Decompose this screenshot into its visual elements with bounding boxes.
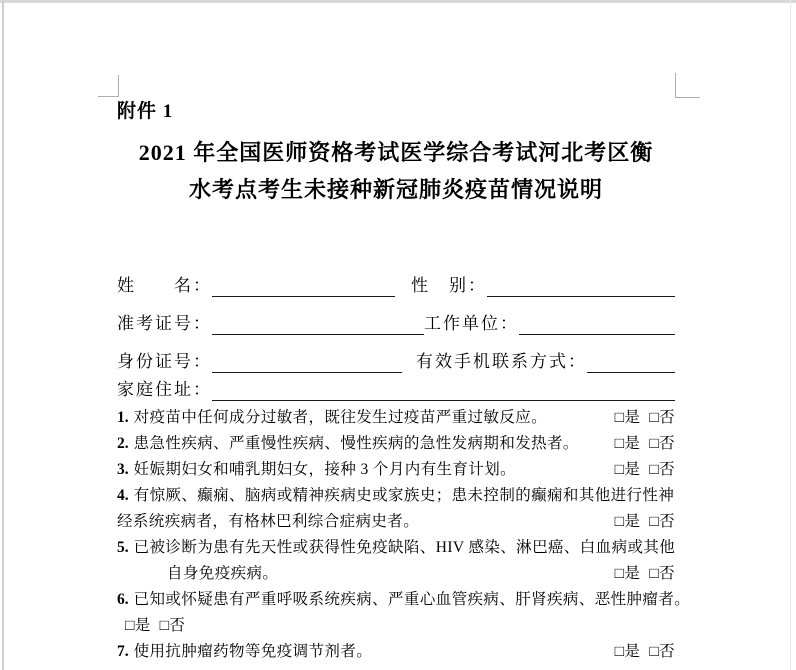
checklist-line	[117, 483, 675, 509]
checklist	[117, 405, 691, 665]
field-label: 性 别：	[411, 276, 487, 295]
yes-no-checkboxes	[615, 639, 675, 665]
page-right-edge	[790, 0, 791, 670]
field-label: 身份证号：	[117, 352, 212, 371]
item-number: 3.	[117, 461, 129, 478]
form-section	[117, 259, 675, 401]
item-number: 2.	[117, 435, 129, 452]
checkbox-no[interactable]: □否	[159, 617, 186, 634]
checklist-line	[117, 587, 691, 613]
item-number: 6.	[117, 591, 129, 608]
checkbox-yes[interactable]: □是	[614, 565, 641, 582]
page-content	[117, 99, 691, 665]
checkbox-yes[interactable]: □是	[614, 435, 641, 452]
page-left-edge	[2, 0, 4, 670]
form-row	[117, 259, 675, 297]
checklist-line	[117, 457, 675, 483]
checklist-text: 7. 使用抗肿瘤药物等免疫调节剂者。	[117, 643, 373, 660]
fill-in-line[interactable]	[487, 258, 675, 297]
form-row	[117, 335, 675, 373]
checklist-text: 经系统疾病者，有格林巴利综合症病史者。	[117, 513, 420, 530]
checklist-line	[117, 613, 675, 639]
yes-no-checkboxes	[615, 509, 675, 535]
checklist-line	[117, 431, 675, 457]
checklist-text: 4. 有惊厥、癫痫、脑病或精神疾病史或家族史；患未控制的癫痫和其他进行性神	[117, 487, 675, 504]
fill-in-line[interactable]	[519, 296, 675, 335]
checklist-text: 3. 妊娠期妇女和哺乳期妇女，接种 3 个月内有生育计划。	[117, 461, 517, 478]
field-label: 姓 名：	[117, 276, 212, 295]
page-top-edge	[0, 0, 796, 3]
checkbox-yes[interactable]: □是	[614, 643, 641, 660]
checklist-line	[117, 405, 675, 431]
checklist-text: 6. 已知或怀疑患有严重呼吸系统疾病、严重心血管疾病、肝肾疾病、恶性肿瘤者。	[117, 591, 691, 608]
checkbox-yes[interactable]: □是	[614, 409, 641, 426]
checklist-text: 2. 患急性疾病、严重慢性疾病、慢性疾病的急性发病期和发热者。	[117, 435, 579, 452]
checkbox-no[interactable]: □否	[649, 435, 675, 452]
checkbox-no[interactable]: □否	[649, 513, 675, 530]
item-number: 4.	[117, 487, 129, 504]
checklist-line	[117, 561, 675, 587]
text-boundary-mark-top-left	[98, 75, 119, 97]
checklist-text: 自身免疫疾病。	[167, 565, 279, 582]
fill-in-line[interactable]	[212, 372, 675, 401]
checklist-line	[117, 509, 675, 535]
attachment-label: 附件 1	[117, 101, 174, 122]
checkbox-no[interactable]: □否	[649, 643, 675, 660]
title-line-1: 2021 年全国医师资格考试医学综合考试河北考区衡	[138, 140, 654, 165]
checklist-text: 5. 已被诊断为患有先天性或获得性免疫缺陷、HIV 感染、淋巴癌、白血病或其他	[117, 539, 676, 556]
item-number: 1.	[117, 409, 129, 426]
checklist-text: 1. 对疫苗中任何成分过敏者，既往发生过疫苗严重过敏反应。	[117, 409, 548, 426]
form-row	[117, 373, 675, 401]
checkbox-yes[interactable]: □是	[125, 617, 151, 634]
field-label: 准考证号：	[117, 314, 212, 333]
yes-no-checkboxes	[615, 561, 675, 587]
checkbox-yes[interactable]: □是	[614, 461, 641, 478]
yes-no-checkboxes	[615, 457, 675, 483]
title-line-2: 水考点考生未接种新冠肺炎疫苗情况说明	[188, 177, 603, 202]
yes-no-checkboxes	[125, 613, 185, 639]
fill-in-line[interactable]	[587, 334, 675, 373]
checkbox-no[interactable]: □否	[649, 461, 675, 478]
text-boundary-mark-top-right	[675, 73, 700, 98]
checkbox-no[interactable]: □否	[649, 409, 675, 426]
field-label: 家庭住址：	[117, 380, 212, 399]
yes-no-checkboxes	[615, 405, 675, 431]
item-number: 5.	[117, 539, 129, 556]
form-row	[117, 297, 675, 335]
checklist-line	[117, 535, 675, 561]
item-number: 7.	[117, 643, 129, 660]
fill-in-line[interactable]	[212, 334, 402, 373]
checklist-line	[117, 639, 675, 665]
fill-in-line[interactable]	[212, 296, 424, 335]
document-title	[117, 134, 675, 208]
field-label: 工作单位：	[424, 314, 519, 333]
yes-no-checkboxes	[615, 431, 675, 457]
field-label: 有效手机联系方式：	[416, 352, 587, 371]
checkbox-yes[interactable]: □是	[614, 513, 641, 530]
checkbox-no[interactable]: □否	[649, 565, 675, 582]
fill-in-line[interactable]	[212, 258, 395, 297]
